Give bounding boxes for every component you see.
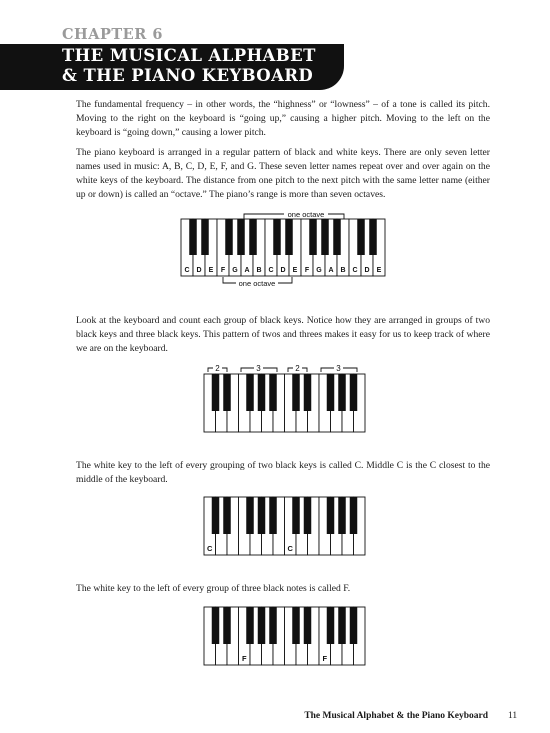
key-letter-label: E: [208, 267, 214, 274]
key-letter-label: G: [316, 267, 322, 274]
key-letter-label: C: [268, 267, 274, 274]
keyboard-figure-groups: [198, 360, 370, 436]
group-bracket-3b: [321, 364, 357, 373]
key-letter-label: B: [340, 267, 346, 274]
black-key: [212, 374, 220, 411]
chapter-label: CHAPTER 6: [62, 26, 163, 43]
black-key: [327, 607, 335, 644]
key-letter-label: A: [244, 267, 250, 274]
key-letter-label: D: [364, 267, 370, 274]
black-key: [292, 607, 300, 644]
black-key: [285, 219, 293, 255]
chapter-title-line-2: & THE PIANO KEYBOARD: [62, 66, 314, 85]
black-key: [223, 374, 231, 411]
paragraph-letter-names: The piano keyboard is arranged in a regular pattern of black and white keys. There are only seven letter names used in music: A, B, C, D, E, F, and G. These seven letter names repeat over and over again on the white keys of the keyboard. The distance from one pitch to the next pitch with the same letter name (either up or down) is called an “octave.” The piano’s range is more than seven octaves.: [76, 147, 490, 200]
black-key: [350, 497, 358, 534]
octave-label-top: one octave: [287, 210, 325, 219]
paragraph-black-key-groups: Look at the keyboard and count each group of black keys. Notice how they are arranged in groups of two black keys and three black keys. This pattern of twos and threes makes it easy for us to keep track of where we are on the keyboard.: [76, 315, 490, 354]
black-key: [258, 607, 266, 644]
key-letter-label: E: [292, 267, 298, 274]
key-letter-label: D: [196, 267, 202, 274]
chapter-title-line-1: THE MUSICAL ALPHABET: [62, 46, 316, 65]
paragraph-key-c: The white key to the left of every grouping of two black keys is called C. Middle C is the C closest to the middle of the keyboard.: [76, 460, 490, 485]
group-label-3: 3: [256, 364, 261, 373]
keyboard-figure-f-keys: [198, 605, 370, 667]
black-key: [304, 497, 312, 534]
black-key: [304, 374, 312, 411]
black-key: [273, 219, 281, 255]
black-key: [246, 497, 254, 534]
black-key: [327, 374, 335, 411]
black-key: [338, 607, 346, 644]
group-bracket-3a: [241, 364, 277, 373]
black-key: [292, 497, 300, 534]
black-key: [258, 497, 266, 534]
group-bracket-2a: [208, 364, 227, 373]
black-key: [246, 374, 254, 411]
black-key: [321, 219, 329, 255]
black-key: [333, 219, 341, 255]
black-key: [189, 219, 197, 255]
running-footer-title: The Musical Alphabet & the Piano Keyboard: [304, 711, 488, 721]
black-key: [212, 607, 220, 644]
black-key: [258, 374, 266, 411]
black-key: [237, 219, 245, 255]
keyboard-figure-octave: [174, 205, 394, 295]
black-key: [246, 607, 254, 644]
black-key: [309, 219, 317, 255]
black-key: [201, 219, 209, 255]
keyboard-figure-c-keys: [198, 495, 370, 557]
black-key: [223, 497, 231, 534]
key-letter-label: A: [328, 267, 334, 274]
paragraph-pitch: The fundamental frequency – in other words, the “highness” or “lowness” – of a tone is called its pitch. Moving to the right on the keyboard is “going up,” causing a higher pitch. Moving to the left on the keyboard is “going down,” causing a lower pitch.: [76, 99, 490, 138]
black-key: [357, 219, 365, 255]
black-key: [292, 374, 300, 411]
black-key: [225, 219, 233, 255]
black-key: [269, 497, 277, 534]
key-letter-label: G: [232, 267, 238, 274]
key-letter-label: B: [256, 267, 262, 274]
group-bracket-2b: [288, 364, 307, 373]
black-key: [304, 607, 312, 644]
key-letter-label: F: [304, 267, 310, 274]
group-label-2: 2: [295, 364, 300, 373]
key-letter-label: C: [352, 267, 358, 274]
black-key: [269, 607, 277, 644]
key-letter-label: C: [184, 267, 190, 274]
page-number: 11: [508, 711, 518, 721]
group-label-3: 3: [336, 364, 341, 373]
black-key: [269, 374, 277, 411]
group-label-2: 2: [215, 364, 220, 373]
black-key: [327, 497, 335, 534]
key-letter-label: D: [280, 267, 286, 274]
key-marker-label: F: [322, 654, 328, 663]
key-marker-label: C: [287, 544, 293, 553]
black-key: [338, 497, 346, 534]
key-letter-label: E: [376, 267, 382, 274]
black-key: [223, 607, 231, 644]
octave-label-bottom: one octave: [238, 279, 276, 288]
black-key: [350, 374, 358, 411]
key-letter-label: F: [220, 267, 226, 274]
paragraph-key-f: The white key to the left of every group of three black notes is called F.: [76, 583, 351, 594]
black-key: [212, 497, 220, 534]
black-key: [249, 219, 257, 255]
black-key: [369, 219, 377, 255]
black-key: [338, 374, 346, 411]
key-marker-label: F: [241, 654, 247, 663]
black-key: [350, 607, 358, 644]
key-marker-label: C: [207, 544, 213, 553]
